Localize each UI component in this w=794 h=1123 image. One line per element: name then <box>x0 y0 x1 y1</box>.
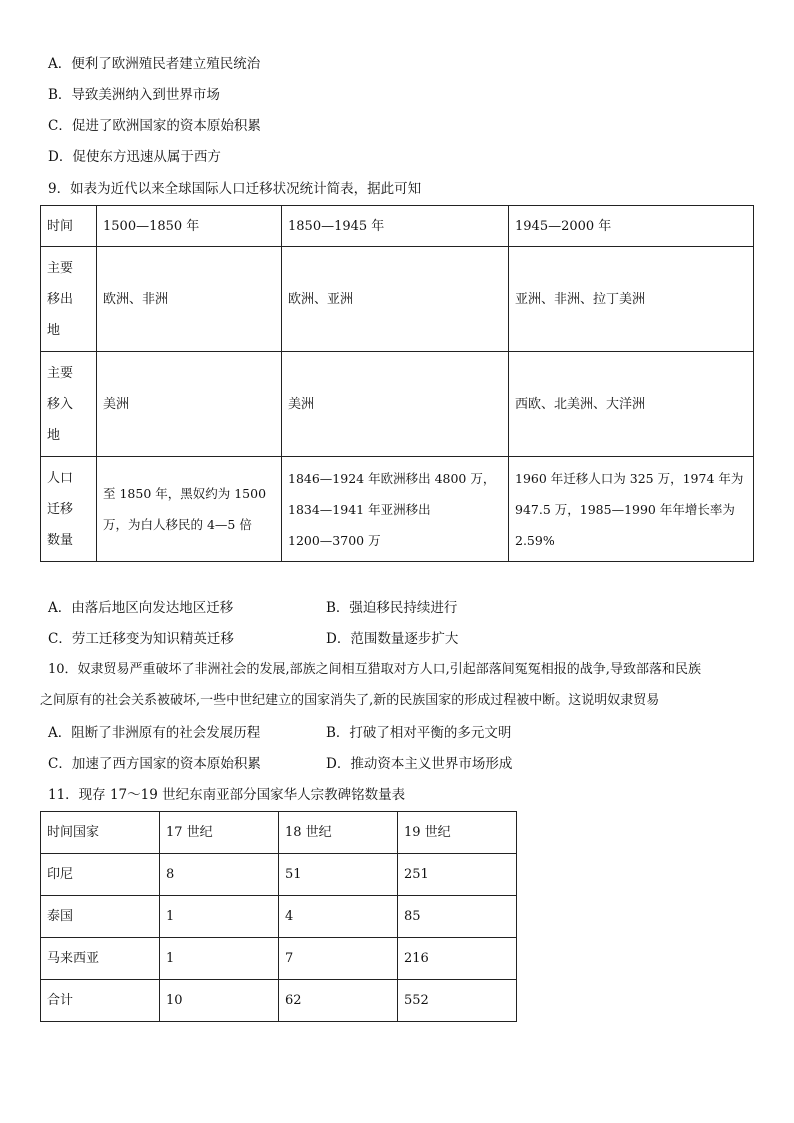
table-header-cell: 时间 <box>41 206 97 247</box>
table-cell: 251 <box>398 854 517 896</box>
cell-line: 947.5 万，1985—1990 年年增长率为 <box>515 501 735 517</box>
table-cell: 8 <box>160 854 279 896</box>
table-cell: 7 <box>279 938 398 980</box>
row-label-line: 地 <box>47 322 61 338</box>
table-cell: 62 <box>279 980 398 1022</box>
q8-option-a: A．便利了欧洲殖民者建立殖民统治 <box>48 56 261 72</box>
q10-option-b: B．打破了相对平衡的多元文明 <box>326 725 512 741</box>
table-cell: 欧洲、非洲 <box>97 247 282 352</box>
cell-line: 1834—1941 年亚洲移出 <box>288 501 431 517</box>
table-cell: 美洲 <box>282 352 509 457</box>
table-header-cell: 18 世纪 <box>279 812 398 854</box>
row-label <box>41 247 97 352</box>
q11-stem: 11．现存 17～19 世纪东南亚部分国家华人宗教碑铭数量表 <box>48 787 406 803</box>
table-cell: 1 <box>160 896 279 938</box>
table-cell: 10 <box>160 980 279 1022</box>
table-cell: 亚洲、非洲、拉丁美洲 <box>509 247 754 352</box>
table-cell: 合计 <box>41 980 160 1022</box>
q8-option-b: B．导致美洲纳入到世界市场 <box>48 87 220 103</box>
table-header-row <box>41 812 517 854</box>
table-header-cell: 时间国家 <box>41 812 160 854</box>
cell-line: 万，为白人移民的 4—5 倍 <box>103 517 252 532</box>
table-cell <box>282 457 509 562</box>
row-label-line: 地 <box>47 427 61 443</box>
q10-option-a: A．阻断了非洲原有的社会发展历程 <box>48 725 261 741</box>
table-header-row <box>41 206 754 247</box>
row-label-line: 主要 <box>47 260 74 276</box>
q8-option-d: D．促使东方迅速从属于西方 <box>48 149 221 165</box>
table-cell <box>509 457 754 562</box>
table-cell: 216 <box>398 938 517 980</box>
q9-option-d: D．范围数量逐步扩大 <box>326 631 459 647</box>
row-label-line: 主要 <box>47 365 74 381</box>
row-label <box>41 457 97 562</box>
table-cell: 马来西亚 <box>41 938 160 980</box>
row-label-line: 移出 <box>47 291 74 307</box>
table-header-cell: 1500—1850 年 <box>97 206 282 247</box>
table-row <box>41 938 517 980</box>
q8-option-c: C．促进了欧洲国家的资本原始积累 <box>48 118 261 134</box>
cell-line: 至 1850 年，黑奴约为 1500 <box>103 486 267 501</box>
table-row <box>41 352 754 457</box>
q9-option-b: B．强迫移民持续进行 <box>326 600 458 616</box>
q9-stem: 9．如表为近代以来全球国际人口迁移状况统计简表，据此可知 <box>48 181 422 197</box>
table-cell: 1 <box>160 938 279 980</box>
row-label-line: 移入 <box>47 396 74 412</box>
table-cell: 美洲 <box>97 352 282 457</box>
row-label-line: 迁移 <box>47 501 74 517</box>
q10-stem-line1: 10．奴隶贸易严重破坏了非洲社会的发展,部族之间相互猎取对方人口,引起部落间冤冤相报的战争,导致部落和民族 <box>48 662 701 677</box>
q11-inscription-table <box>40 811 517 1022</box>
table-cell: 印尼 <box>41 854 160 896</box>
q9-option-a: A．由落后地区向发达地区迁移 <box>48 600 234 616</box>
table-cell: 4 <box>279 896 398 938</box>
table-row <box>41 896 517 938</box>
cell-line: 1846—1924 年欧洲移出 4800 万， <box>288 470 496 486</box>
table-cell: 西欧、北美洲、大洋洲 <box>509 352 754 457</box>
table-cell: 552 <box>398 980 517 1022</box>
table-cell: 51 <box>279 854 398 896</box>
q9-option-c: C．劳工迁移变为知识精英迁移 <box>48 631 234 647</box>
table-header-cell: 1945—2000 年 <box>509 206 754 247</box>
table-header-cell: 17 世纪 <box>160 812 279 854</box>
q10-stem-line2: 之间原有的社会关系被破坏,一些中世纪建立的国家消失了,新的民族国家的形成过程被中断。这说明奴隶贸易 <box>40 693 660 708</box>
row-label <box>41 352 97 457</box>
table-row <box>41 980 517 1022</box>
table-row <box>41 247 754 352</box>
table-row <box>41 854 517 896</box>
table-header-cell: 1850—1945 年 <box>282 206 509 247</box>
table-cell <box>97 457 282 562</box>
row-label-line: 数量 <box>47 532 74 548</box>
row-label-line: 人口 <box>47 470 74 486</box>
table-cell: 85 <box>398 896 517 938</box>
q10-option-c: C．加速了西方国家的资本原始积累 <box>48 756 261 772</box>
table-cell: 欧洲、亚洲 <box>282 247 509 352</box>
table-header-cell: 19 世纪 <box>398 812 517 854</box>
q9-migration-table <box>40 205 754 562</box>
cell-line: 2.59% <box>515 532 555 548</box>
table-row <box>41 457 754 562</box>
cell-line: 1960 年迁移人口为 325 万，1974 年为 <box>515 470 744 486</box>
q10-option-d: D．推动资本主义世界市场形成 <box>326 756 513 772</box>
cell-line: 1200—3700 万 <box>288 532 381 548</box>
table-cell: 泰国 <box>41 896 160 938</box>
